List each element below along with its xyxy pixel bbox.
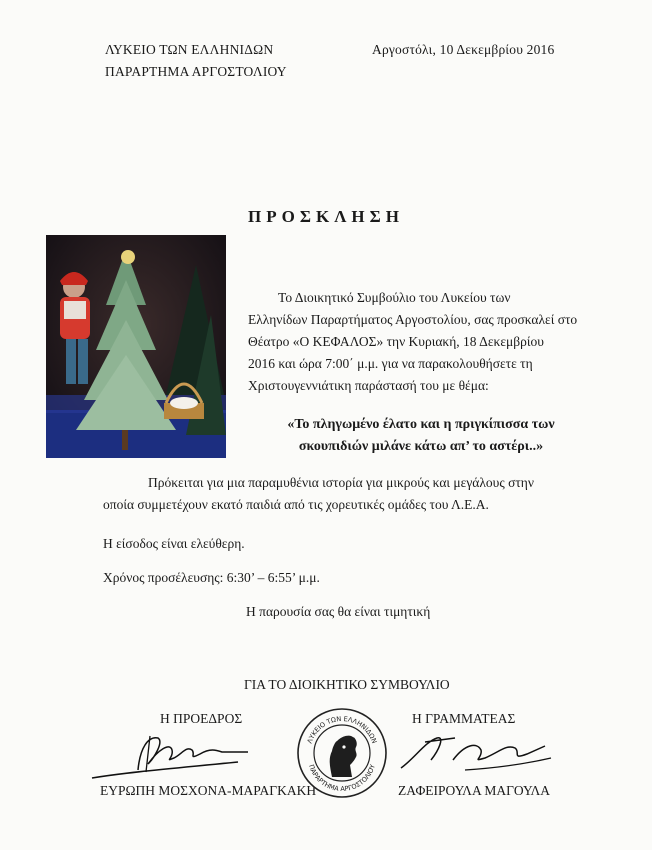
intro-line: Το Διοικητικό Συμβούλιο του Λυκείου των: [278, 290, 511, 305]
description-line: οποία συμμετέχουν εκατό παιδιά από τις χορευτικές ομάδες του Λ.Ε.Α.: [103, 497, 489, 512]
board-heading: ΓΙΑ ΤΟ ΔΙΟΙΚΗΤΙΚΟ ΣΥΜΒΟΥΛΙΟ: [244, 677, 450, 692]
intro-line: 2016 και ώρα 7:00΄ μ.μ. για να παρακολουθήσετε τη: [248, 356, 533, 371]
secretary-signature: [395, 728, 555, 781]
intro-line: Ελληνίδων Παραρτήματος Αργοστολίου, σας προσκαλεί στο: [248, 312, 578, 327]
president-name: ΕΥΡΩΠΗ ΜΟΣΧΟΝΑ-ΜΑΡΑΓΚΑΚΗ: [100, 783, 317, 798]
description-line: Πρόκειται για μια παραμυθένια ιστορία για μικρούς και μεγάλους στην: [148, 475, 534, 490]
seal-top-text: ΛΥΚΕΙΟ ΤΩΝ ΕΛΛΗΝΙΔΩΝ: [305, 714, 379, 745]
organization-name: ΛΥΚΕΙΟ ΤΩΝ ΕΛΛΗΝΙΔΩΝ: [105, 42, 274, 57]
entry-note: Η είσοδος είναι ελεύθερη.: [103, 536, 245, 551]
seal-bottom-text: ΠΑΡΑΡΤΗΜΑ ΑΡΓΟΣΤΟΛΙΟΥ: [307, 763, 377, 794]
closing-line: Η παρουσία σας θα είναι τιμητική: [246, 604, 431, 619]
branch-name: ΠΑΡΑΡΤΗΜΑ ΑΡΓΟΣΤΟΛΙΟΥ: [105, 64, 287, 79]
invitation-title: ΠΡΟΣΚΛΗΣΗ: [248, 207, 404, 226]
secretary-name: ΖΑΦΕΙΡΟΥΛΑ ΜΑΓΟΥΛΑ: [398, 783, 551, 798]
play-title-line: σκουπιδιών μιλάνε κάτω απ’ το αστέρι..»: [298, 439, 544, 454]
president-role: Η ΠΡΟΕΔΡΟΣ: [160, 711, 243, 726]
arrival-time: Χρόνος προσέλευσης: 6:30’ – 6:55’ μ.μ.: [103, 570, 320, 585]
play-title-line: «Το πληγωμένο έλατο και η πριγκίπισσα των: [287, 417, 555, 432]
organization-seal: [296, 707, 388, 799]
intro-line: Χριστουγεννιάτικη παράστασή του με θέμα:: [248, 378, 489, 393]
play-photo: [46, 235, 226, 458]
letter-date: Αργοστόλι, 10 Δεκεμβρίου 2016: [372, 42, 555, 57]
secretary-role: Η ΓΡΑΜΜΑΤΕΑΣ: [412, 711, 516, 726]
intro-line: Θέατρο «Ο ΚΕΦΑΛΟΣ» την Κυριακή, 18 Δεκεμβρίου: [248, 334, 544, 349]
